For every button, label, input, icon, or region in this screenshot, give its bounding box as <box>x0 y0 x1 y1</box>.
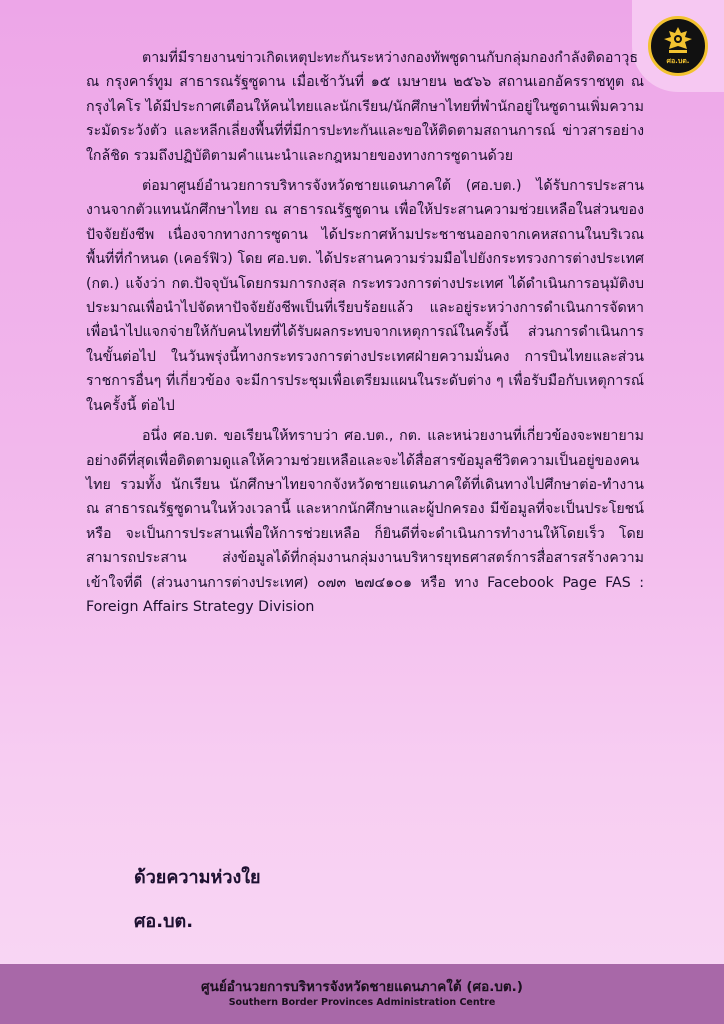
footer-title-th: ศูนย์อำนวยการบริหารจังหวัดชายแดนภาคใต้ (ศอ.บต.) <box>201 979 523 995</box>
emblem-icon <box>648 16 708 76</box>
footer-bar <box>0 964 724 1024</box>
paragraph-2: ต่อมาศูนย์อำนวยการบริหารจังหวัดชายแดนภาคใต้ (ศอ.บต.) ได้รับการประสานงานจากตัวแทนนักศึกษาไทย ณ สาธารณรัฐซูดาน เพื่อให้ประสานความช่วยเหลือในส่วนของปัจจัยยังชีพ เนื่องจากทางการซูดาน ได้ประกาศห้ามประชาชนออกจากเคหสถานในบริเวณพื้นที่ที่กำหนด (เคอร์ฟิว) โดย ศอ.บต. ได้ประสานความร่วมมือไปยังกระทรวงการต่างประเทศ (กต.) แจ้งว่า กต.ปัจจุบันโดยกรมการกงสุล กระทรวงการต่างประเทศ ได้ดำเนินการอนุมัติงบประมาณเพื่อนำไปจัดหาปัจจัยยังชีพเป็นที่เรียบร้อยแล้ว และอยู่ระหว่างการดำเนินการจัดหาเพื่อนำไปแจกจ่ายให้กับคนไทยที่ได้รับผลกระทบจากเหตุการณ์ในครั้งนี้ ส่วนการดำเนินการในขั้นต่อไป ในวันพรุ่งนี้ทางกระทรวงการต่างประเทศฝ่ายความมั่นคง การบินไทยและส่วนราชการอื่นๆ ที่เกี่ยวข้อง จะมีการประชุมเพื่อเตรียมแผนในระดับต่าง ๆ เพื่อรับมือกับเหตุการณ์ในครั้งนี้ ต่อไป <box>86 178 644 414</box>
letter-body <box>86 46 644 625</box>
emblem-graphic <box>661 25 695 55</box>
logo-text: ศอ.บต. <box>666 57 690 65</box>
footer-title-en: Southern Border Provinces Administration Centre <box>228 997 496 1008</box>
closing-text: ด้วยความห่วงใย <box>134 867 261 888</box>
signature: ศอ.บต. <box>134 911 194 932</box>
paragraph-1: ตามที่มีรายงานข่าวเกิดเหตุปะทะกันระหว่างกองทัพซูดานกับกลุ่มกองกำลังติดอาวุธ ณ กรุงคาร์ทูม สาธารณรัฐซูดาน เมื่อเช้าวันที่ ๑๕ เมษายน ๒๕๖๖ สถานเอกอัครราชทูต ณ กรุงไคโร ได้มีประกาศเตือนให้คนไทยและนักเรียน/นักศึกษาไทยที่พำนักอยู่ในซูดานเพิ่มความระมัดระวังตัว และหลีกเลี่ยงพื้นที่ที่มีการปะทะกันและขอให้ติดตามสถานการณ์ ข่าวสารอย่างใกล้ชิด รวมถึงปฏิบัติตามคำแนะนำและกฎหมายของทางการซูดานด้วย <box>86 50 644 164</box>
logo-tab <box>632 0 724 92</box>
paragraph-3: อนึ่ง ศอ.บต. ขอเรียนให้ทราบว่า ศอ.บต., กต. และหน่วยงานที่เกี่ยวข้องจะพยายามอย่างดีที่สุดเพื่อติดตามดูแลให้ความช่วยเหลือและจะได้สื่อสารข้อมูลชีวิตความเป็นอยู่ของคนไทย รวมทั้ง นักเรียน นักศึกษาไทยจากจังหวัดชายแดนภาคใต้ที่เดินทางไปศึกษาต่อ-ทำงาน ณ สาธารณรัฐซูดานในห้วงเวลานี้ และหากนักศึกษาและผู้ปกครอง มีข้อมูลที่จะเป็นประโยชน์ หรือ จะเป็นการประสานเพื่อให้การช่วยเหลือ ก็ยินดีที่จะดำเนินการทำงานให้โดยเร็ว โดยสามารถประสาน ส่งข้อมูลได้ที่กลุ่มงานกลุ่มงานบริหารยุทธศาสตร์การสื่อสารสร้างความเข้าใจที่ดี (ส่วนงานการต่างประเทศ) ๐๗๓ ๒๗๔๑๐๑ หรือ ทาง Facebook Page FAS : Foreign Affairs Strategy Division <box>86 428 644 615</box>
